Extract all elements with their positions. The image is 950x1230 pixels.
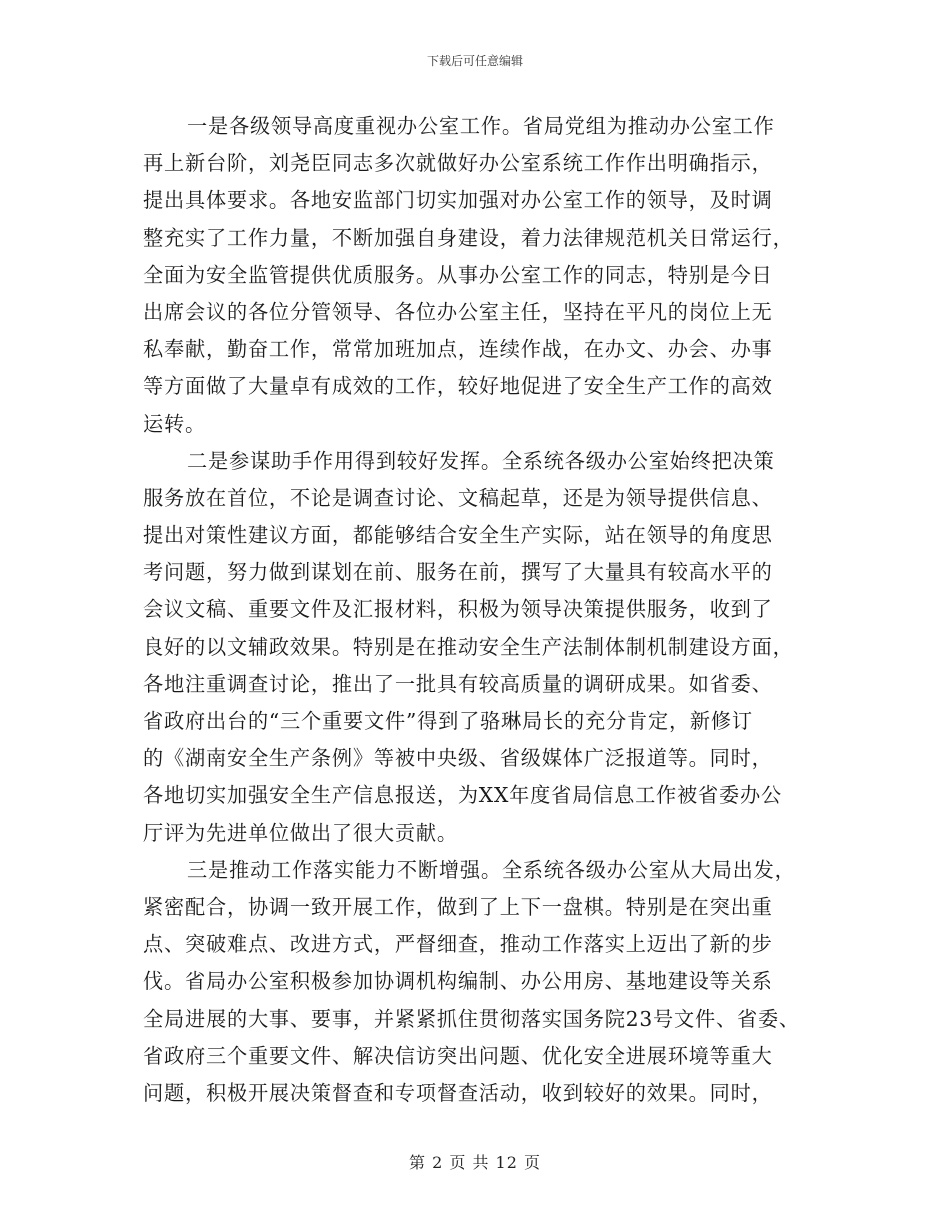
text-line: 问题，积极开展决策督查和专项督查活动，收到较好的效果。同时， [143, 1080, 773, 1105]
text-line: 各地切实加强安全生产信息报送，为XX年度省局信息工作被省委办公 [143, 783, 782, 808]
text-line: 厅评为先进单位做出了很大贡献。 [143, 820, 458, 845]
text-line: 伐。省局办公室积极参加协调机构编制、办公用房、基地建设等关系 [143, 969, 773, 994]
paragraph-2 [143, 443, 823, 852]
page-footer: 第 2 页 共 12 页 [409, 1153, 541, 1172]
text-line: 省政府出台的“三个重要文件”得到了骆琳局长的充分肯定，新修订 [143, 709, 753, 733]
text-line: 全局进展的大事、要事，并紧紧抓住贯彻落实国务院23号文件、省委、 [143, 1006, 800, 1031]
text-line: 的《湖南安全生产条例》等被中央级、省级媒体广泛报道等。同时， [143, 746, 773, 771]
text-line: 紧密配合，协调一致开展工作，做到了上下一盘棋。特别是在突出重 [143, 894, 773, 919]
paragraph-3 [143, 852, 823, 1112]
text-line: 考问题，努力做到谋划在前、服务在前，撰写了大量具有较高水平的 [143, 560, 773, 585]
text-line: 全面为安全监管提供优质服务。从事办公室工作的同志，特别是今日 [143, 262, 773, 287]
text-line: 服务放在首位，不论是调查讨论、文稿起草，还是为领导提供信息、 [143, 485, 773, 510]
document-body [143, 108, 823, 1112]
text-line: 二是参谋助手作用得到较好发挥。全系统各级办公室始终把决策 [187, 448, 775, 473]
text-line: 提出对策性建议方面，都能够结合安全生产实际，站在领导的角度思 [143, 523, 773, 548]
paragraph-1 [143, 108, 823, 443]
text-line: 省政府三个重要文件、解决信访突出问题、优化安全进展环境等重大 [143, 1043, 773, 1068]
text-line: 点、突破难点、改进方式，严督细查，推动工作落实上迈出了新的步 [143, 932, 773, 957]
text-line: 三是推动工作落实能力不断增强。全系统各级办公室从大局出发， [187, 857, 796, 882]
page-header: 下载后可任意编辑 [426, 54, 523, 68]
text-line: 良好的以文辅政效果。特别是在推动安全生产法制体制机制建设方面， [143, 634, 794, 659]
text-line: 出席会议的各位分管领导、各位办公室主任，坚持在平凡的岗位上无 [143, 299, 773, 324]
text-line: 再上新台阶，刘尧臣同志多次就做好办公室系统工作作出明确指示， [143, 151, 773, 176]
text-line: 运转。 [143, 411, 206, 436]
text-line: 一是各级领导高度重视办公室工作。省局党组为推动办公室工作 [187, 114, 775, 138]
text-line: 等方面做了大量卓有成效的工作，较好地促进了安全生产工作的高效 [143, 374, 773, 399]
text-line: 提出具体要求。各地安监部门切实加强对办公室工作的领导，及时调 [143, 188, 773, 213]
text-line: 各地注重调查讨论，推出了一批具有较高质量的调研成果。如省委、 [143, 671, 773, 696]
text-line: 私奉献，勤奋工作，常常加班加点，连续作战，在办文、办会、办事 [143, 337, 773, 362]
text-line: 会议文稿、重要文件及汇报材料，积极为领导决策提供服务，收到了 [143, 597, 773, 622]
text-line: 整充实了工作力量，不断加强自身建设，着力法律规范机关日常运行， [143, 225, 794, 250]
